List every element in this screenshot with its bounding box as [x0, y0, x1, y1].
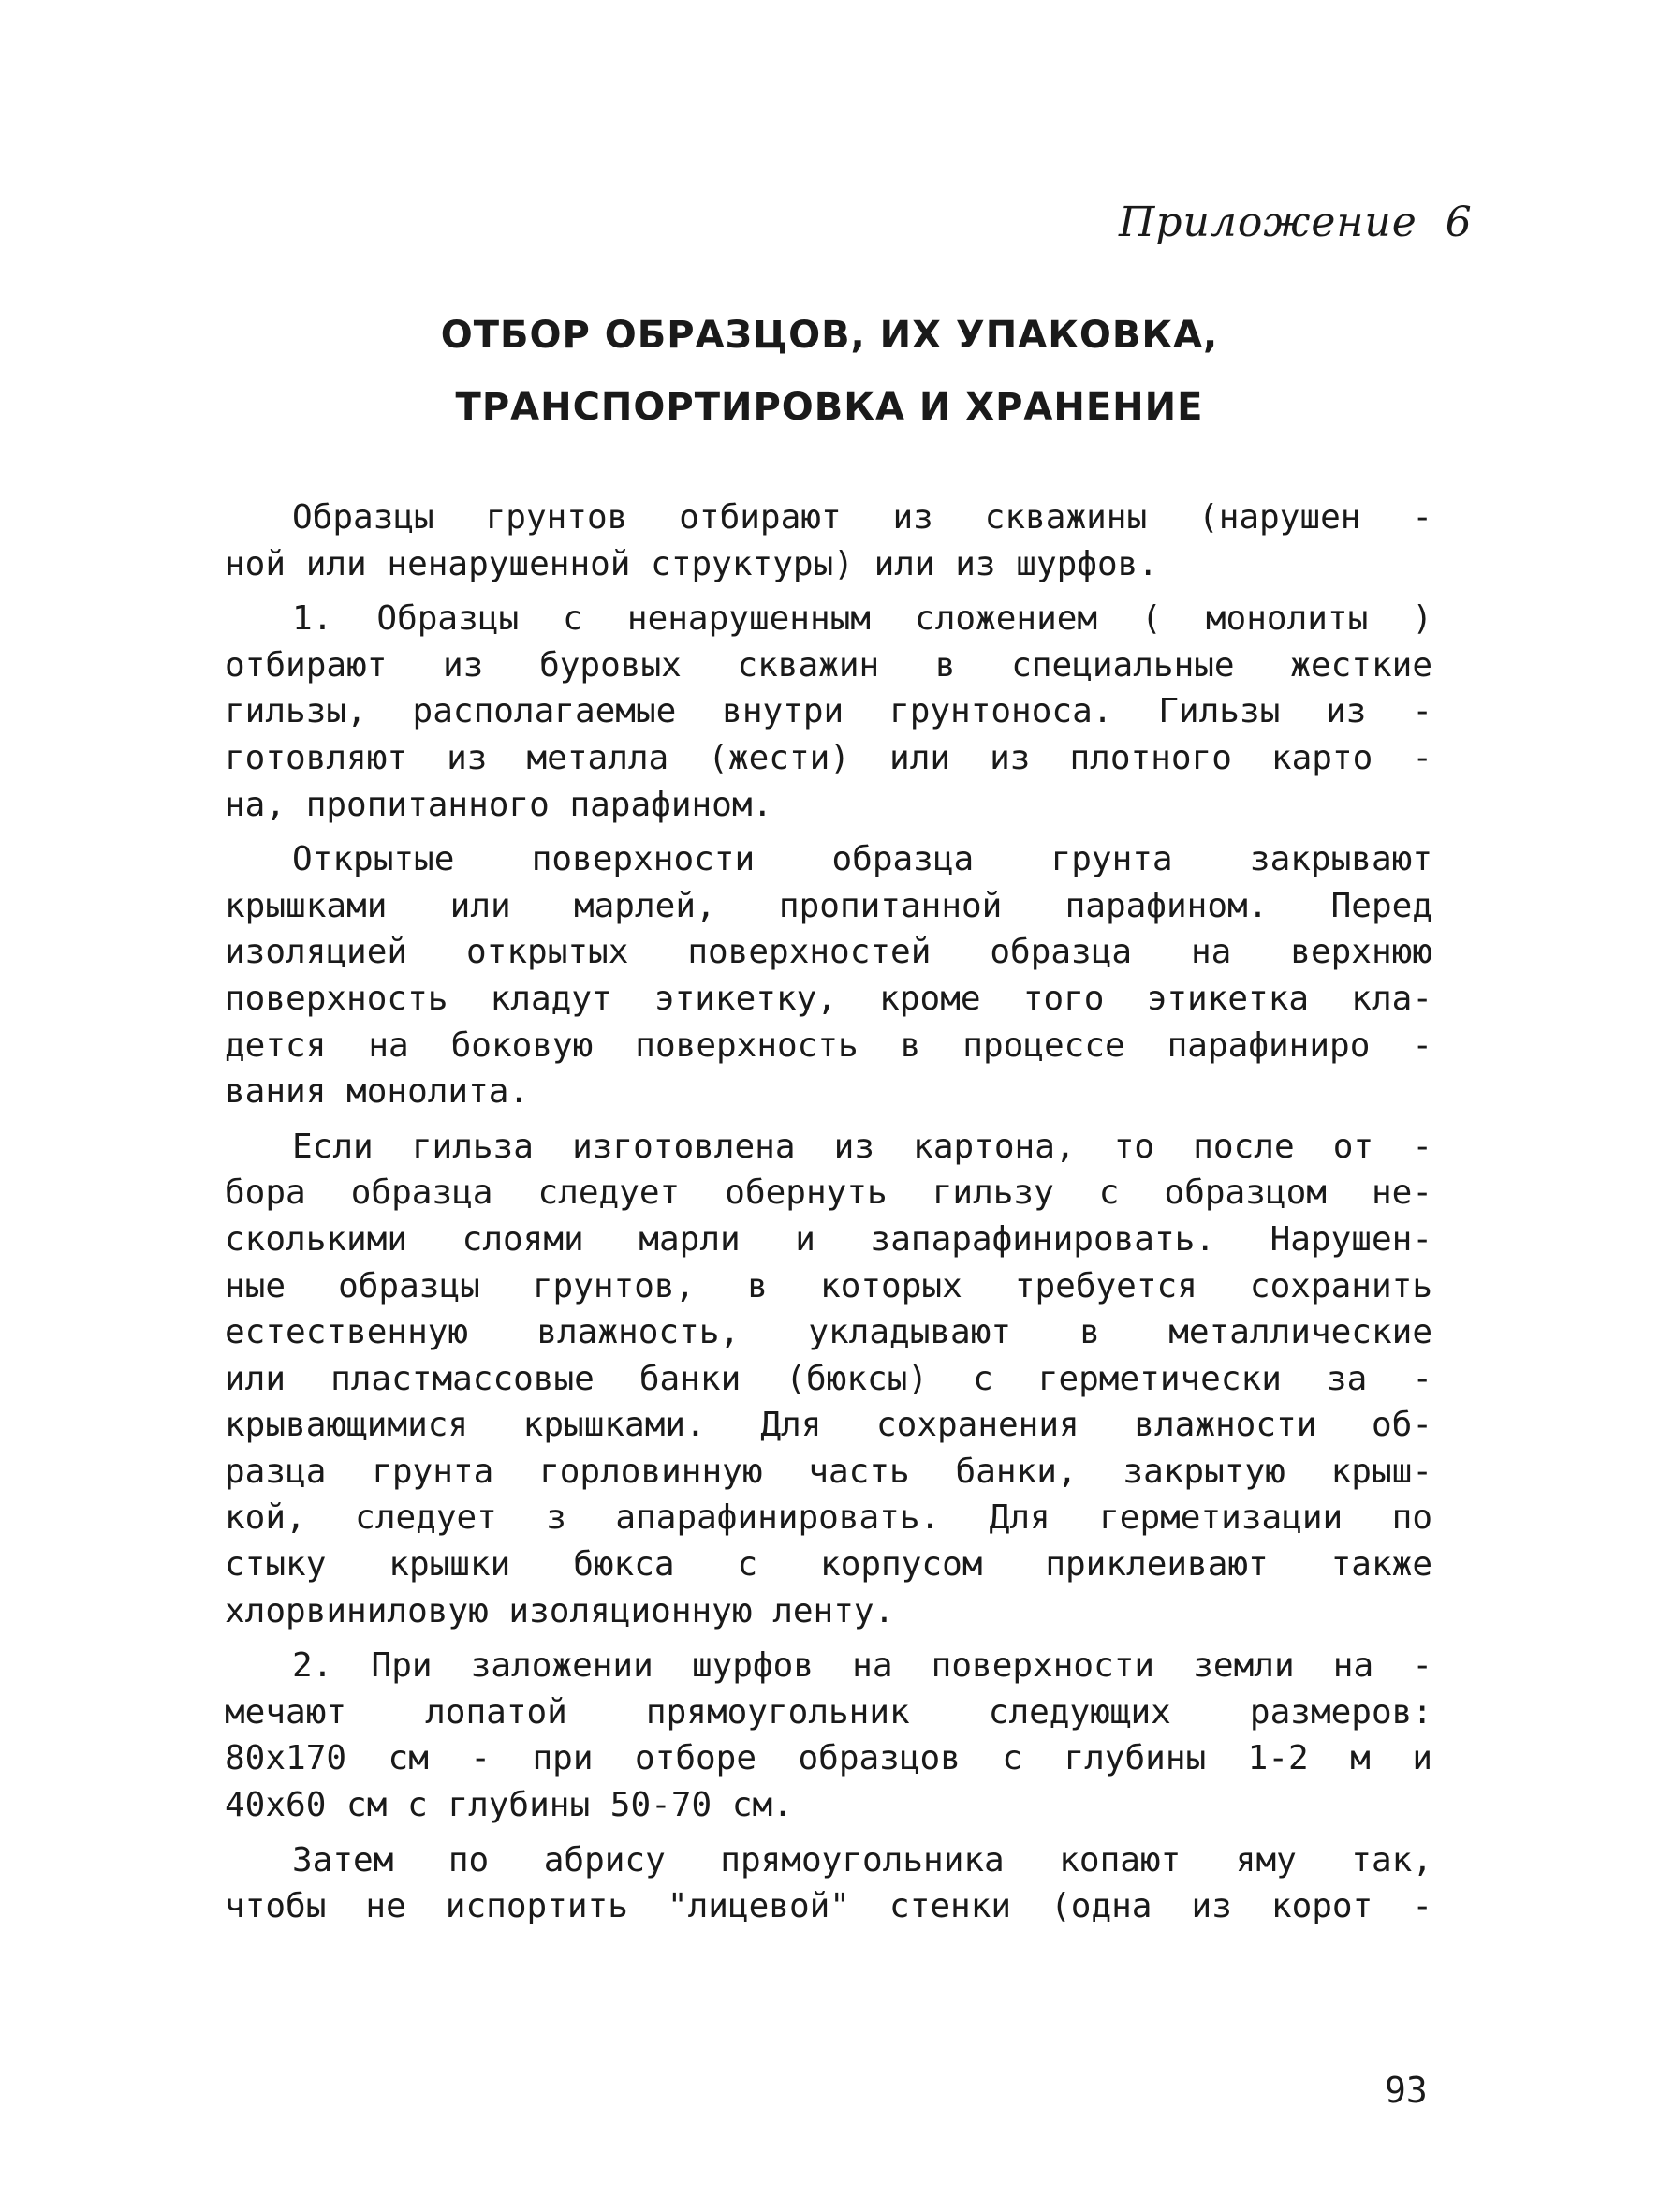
text-line: 40x60 см с глубины 50-70 см. — [225, 1786, 793, 1825]
paragraph-intro — [225, 494, 1432, 587]
text-line: крывающимися крышками. Для сохранения влажности об- — [225, 1406, 1432, 1445]
paragraph-open-surfaces — [225, 836, 1432, 1115]
appendix-label-text: Приложение — [1119, 199, 1417, 246]
text-line: разца грунта горловинную часть банки, закрытую крыш- — [225, 1452, 1432, 1491]
paragraph-cardboard-sleeve — [225, 1124, 1432, 1635]
text-line: дется на боковую поверхность в процессе парафиниро - — [225, 1025, 1432, 1065]
paragraph-pit-digging — [225, 1837, 1432, 1930]
text-line: готовляют из металла (жести) или из плотного карто - — [225, 738, 1432, 777]
text-line: Открытые поверхности образца грунта закрывают — [292, 840, 1432, 879]
text-line: поверхность кладут этикетку, кроме того этикетка кла- — [225, 979, 1432, 1018]
text-line: 1. Образцы с ненарушенным сложением ( монолиты ) — [292, 599, 1432, 639]
text-line: изоляцией открытых поверхностей образца на верхнюю — [225, 933, 1432, 972]
text-line: бора образца следует обернуть гильзу с образцом не- — [225, 1173, 1432, 1213]
text-line: сколькими слоями марли и запарафинировать. Нарушен- — [225, 1219, 1432, 1259]
text-line: естественную влажность, укладывают в металлические — [225, 1313, 1432, 1352]
text-line: кой, следует з апарафинировать. Для герметизации по — [225, 1498, 1432, 1538]
text-line: 2. При заложении шурфов на поверхности земли на - — [292, 1646, 1432, 1686]
text-line: хлорвиниловую изоляционную ленту. — [225, 1591, 895, 1630]
text-line: 80x170 см - при отборе образцов с глубины 1-2 м и — [225, 1739, 1432, 1778]
text-line: на, пропитанного парафином. — [225, 785, 773, 824]
text-line: Образцы грунтов отбирают из скважины (нарушен - — [292, 498, 1432, 537]
page-title-line-1: ОТБОР ОБРАЗЦОВ, ИХ УПАКОВКА, — [440, 314, 1219, 357]
text-line: ные образцы грунтов, в которых требуется сохранить — [225, 1266, 1432, 1305]
page-title-line-2: ТРАНСПОРТИРОВКА И ХРАНЕНИЕ — [455, 386, 1204, 429]
text-line: вания монолита. — [225, 1072, 530, 1112]
body-text — [225, 494, 1432, 1930]
appendix-label — [1119, 199, 1473, 246]
paragraph-item-2 — [225, 1643, 1432, 1828]
text-line: крышками или марлей, пропитанной парафином. Перед — [225, 886, 1432, 925]
text-line: стыку крышки бюкса с корпусом приклеивают также — [225, 1545, 1432, 1585]
paragraph-item-1 — [225, 596, 1432, 828]
appendix-number: 6 — [1445, 199, 1473, 246]
text-line: мечают лопатой прямоугольник следующих размеров: — [225, 1692, 1432, 1732]
text-line: или пластмассовые банки (бюксы) с герметически за - — [225, 1359, 1432, 1398]
page-number: 93 — [1385, 2070, 1428, 2111]
text-line: Если гильза изготовлена из картона, то после от - — [292, 1127, 1432, 1166]
text-line: Затем по абрису прямоугольника копают яму так, — [292, 1840, 1432, 1880]
text-line: чтобы не испортить "лицевой" стенки (одна из корот - — [225, 1887, 1432, 1926]
text-line: отбирают из буровых скважин в специальные жесткие — [225, 645, 1432, 685]
text-line: гильзы, располагаемые внутри грунтоноса. Гильзы из - — [225, 692, 1432, 731]
text-line: ной или ненарушенной структуры) или из шурфов. — [225, 544, 1158, 583]
